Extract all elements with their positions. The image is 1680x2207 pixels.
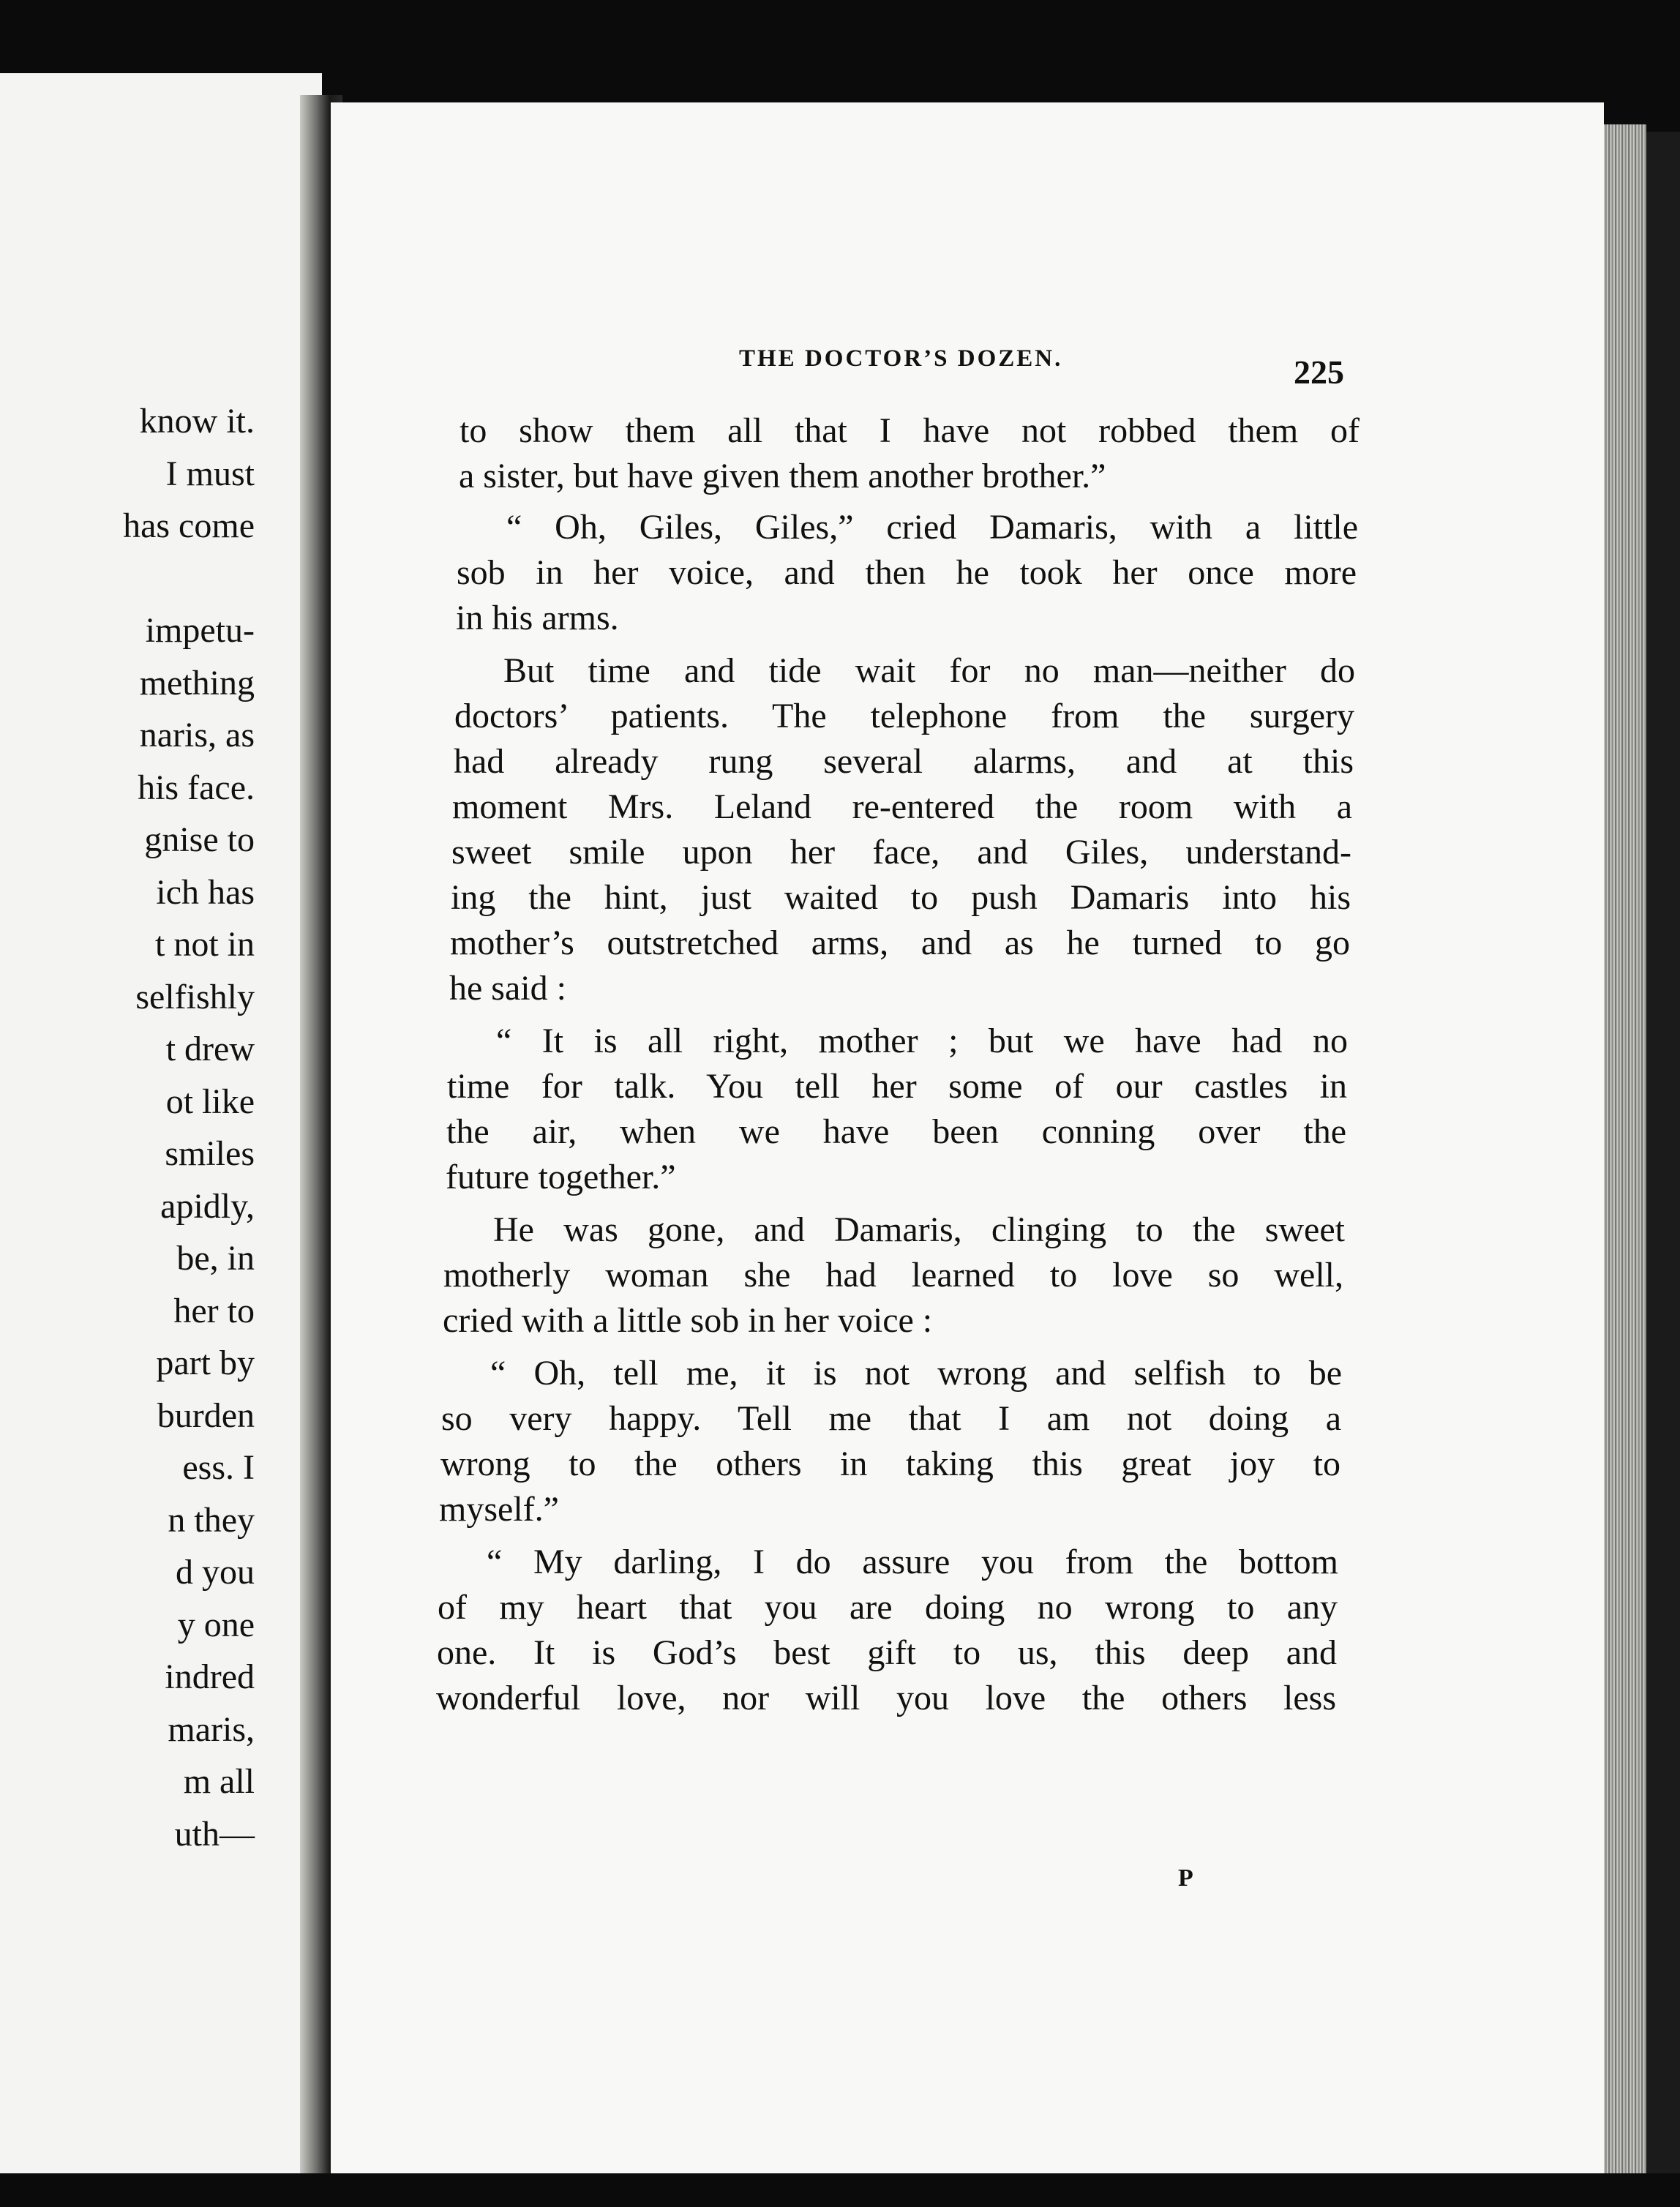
text-line: had already rung several alarms, and at this [454,742,1354,781]
left-page [0,73,322,2173]
left-page-line: ich has [156,872,255,912]
left-page-line: uth— [174,1814,255,1854]
left-page-line: apidly, [160,1186,255,1226]
left-page-line: m all [183,1762,255,1801]
text-line: “ Oh, Giles, Giles,” cried Damaris, with a little [506,508,1358,547]
page-number: 225 [1294,353,1344,391]
left-page-line: indred [165,1657,255,1696]
text-line: He was gone, and Damaris, clinging to the sweet [493,1210,1345,1249]
text-line: myself.” [439,1490,559,1529]
left-page-line: ot like [165,1082,255,1121]
text-line: of my heart that you are doing no wrong to any [438,1588,1338,1627]
left-page-line: naris, as [139,716,255,754]
left-page-line: smiles [165,1134,255,1173]
text-line: moment Mrs. Leland re-entered the room with a [452,787,1352,826]
left-page-line: t not in [154,925,255,964]
text-line: wonderful love, nor will you love the others less [436,1679,1336,1717]
page-edges [1604,124,1646,2173]
text-line: a sister, but have given them another brother.” [459,457,1106,495]
book-cover-edge [1646,132,1680,2173]
text-line: the air, when we have been conning over the [446,1112,1346,1151]
left-page-line: maris, [168,1709,255,1749]
left-page-line: burden [157,1395,255,1435]
text-line: sweet smile upon her face, and Giles, understand- [451,833,1351,872]
text-line: one. It is God’s best gift to us, this deep and [437,1633,1337,1672]
running-head: THE DOCTOR’S DOZEN. [739,345,1063,372]
left-page-line: n they [168,1500,255,1540]
left-page-line: has come [123,506,255,545]
text-line: “ Oh, tell me, it is not wrong and selfish to be [490,1354,1342,1393]
text-line: future together.” [446,1158,676,1196]
left-page-line [123,552,255,605]
text-line: sob in her voice, and then he took her once more [457,553,1357,592]
left-page-line: part by [156,1344,255,1382]
left-page-line: t drew [165,1030,255,1068]
text-line: wrong to the others in taking this great joy to [440,1445,1340,1483]
text-line: so very happy. Tell me that I am not doing a [441,1399,1341,1438]
left-page-line: her to [173,1291,255,1330]
text-line: ing the hint, just waited to push Damaris into his [451,878,1351,917]
text-line: “ It is all right, mother ; but we have had no [496,1022,1348,1060]
text-line: doctors’ patients. The telephone from the surgery [454,697,1354,735]
text-line: in his arms. [456,599,619,637]
left-page-line: I must [165,454,255,493]
left-page-line: his face. [138,768,255,807]
left-page-line: ess. I [182,1448,255,1487]
text-line: time for talk. You tell her some of our castles in [447,1067,1347,1106]
text-line: cried with a little sob in her voice : [443,1301,933,1340]
text-line: But time and tide wait for no man—neither do [503,651,1355,690]
left-page-line: be, in [176,1239,255,1278]
left-page-line: selfishly [135,977,255,1016]
text-line: to show them all that I have not robbed them of [460,411,1360,450]
text-line: “ My darling, I do assure you from the bottom [487,1543,1338,1581]
left-page-line: impetu- [145,611,255,650]
signature-mark: P [1178,1865,1193,1892]
left-page-line: mething [139,663,255,702]
left-page-line: d you [176,1553,255,1592]
text-line: motherly woman she had learned to love so well, [443,1256,1343,1294]
text-line: mother’s outstretched arms, and as he turned to go [450,923,1350,962]
left-page-line: know it. [139,402,255,441]
left-page-line: y one [177,1605,255,1644]
text-line: he said : [449,969,566,1008]
left-page-line: gnise to [144,820,255,859]
left-page-text [123,395,255,1860]
